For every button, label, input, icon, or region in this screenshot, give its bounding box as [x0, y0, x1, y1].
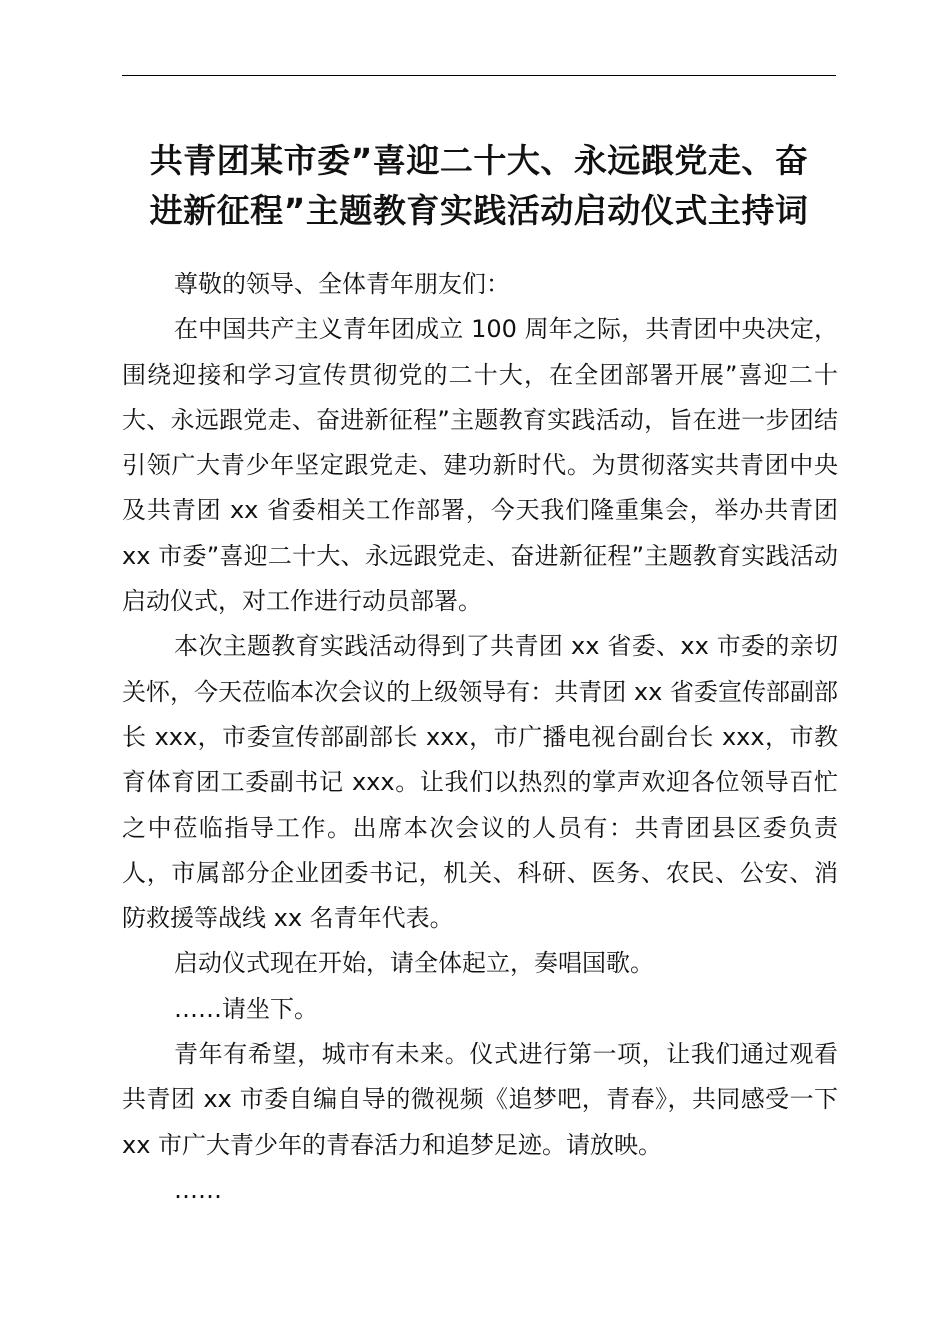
document-body [122, 262, 838, 1213]
document-title [118, 136, 840, 236]
body-paragraph-5: 青年有希望，城市有未来。仪式进行第一项，让我们通过观看共青团 xx 市委自编自导的微视频《追梦吧，青春》，共同感受一下 xx 市广大青少年的青春活力和追梦足迹。请放映。 [122, 1040, 838, 1159]
body-paragraph-1: 在中国共产主义青年团成立 100 周年之际，共青团中央决定，围绕迎接和学习宣传贯彻党的二十大，在全团部署开展”喜迎二十大、永远跟党走、奋进新征程”主题教育实践活动，旨在进一步团结引领广大青少年坚定跟党走、建功新时代。为贯彻落实共青团中央及共青团 xx 省委相关工作部署，今天我们隆重集会，举办共青团 xx 市委”喜迎二十大、永远跟党走、奋进新征程”主题教育实践活动启动仪式，对工作进行动员部署。 [122, 315, 838, 616]
title-line-2: 进新征程”主题教育实践活动启动仪式主持词 [149, 191, 809, 230]
body-paragraph-3: 启动仪式现在开始，请全体起立，奏唱国歌。 [174, 949, 654, 978]
salutation-paragraph: 尊敬的领导、全体青年朋友们： [174, 270, 510, 298]
body-paragraph-4: ……请坐下。 [174, 994, 318, 1023]
body-paragraph-6: …… [174, 1175, 222, 1204]
header-rule [122, 75, 836, 76]
body-paragraph-2: 本次主题教育实践活动得到了共青团 xx 省委、xx 市委的亲切关怀，今天莅临本次会议的上级领导有：共青团 xx 省委宣传部副部长 xxx，市委宣传部副部长 xxx，市广播电视台副台长 xxx，市教育体育团工委副书记 xxx。让我们以热烈的掌声欢迎各位领导百忙之中莅临指导工作。出席本次会议的人员有：共青团县区委负责人，市属部分企业团委书记，机关、科研、医务、农民、公安、消防救援等战线 xx 名青年代表。 [122, 632, 838, 933]
title-line-1: 共青团某市委”喜迎二十大、永远跟党走、奋 [149, 141, 809, 180]
